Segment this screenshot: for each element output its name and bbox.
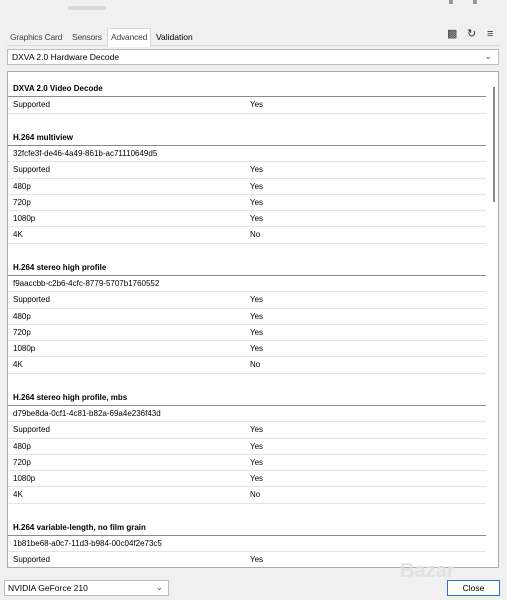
property-value: Yes xyxy=(250,100,264,110)
property-name: Supported xyxy=(13,425,50,435)
guid-value: 32fcfe3f-de46-4a49-861b-ac71110649d5 xyxy=(13,149,158,158)
guid-row xyxy=(8,146,486,162)
scrollbar[interactable] xyxy=(487,73,497,566)
scrollbar-thumb[interactable] xyxy=(493,87,495,202)
property-row xyxy=(8,487,486,503)
tab-validation[interactable]: Validation xyxy=(156,32,193,42)
guid-row xyxy=(8,406,486,422)
title-bar xyxy=(0,0,507,22)
tab-advanced[interactable]: Advanced xyxy=(107,28,151,47)
property-row xyxy=(8,422,486,438)
properties-panel xyxy=(7,71,499,568)
section-select[interactable] xyxy=(7,49,499,65)
chevron-down-icon: ⌄ xyxy=(484,51,492,61)
property-value: Yes xyxy=(250,474,264,483)
more-icon[interactable] xyxy=(473,0,477,4)
watermark-logo: Bazar xyxy=(400,560,455,582)
section-title: H.264 multiview xyxy=(13,132,74,142)
property-name: Supported xyxy=(13,555,50,565)
property-row xyxy=(8,325,486,341)
camera-icon[interactable]: ▩ xyxy=(447,28,458,40)
close-button[interactable]: Close xyxy=(447,580,500,596)
section-title: DXVA 2.0 Video Decode xyxy=(13,84,103,93)
property-row xyxy=(8,227,486,243)
section-header-row xyxy=(8,390,486,406)
property-name: 1080p xyxy=(13,344,36,353)
chevron-down-icon: ⌄ xyxy=(155,582,163,592)
menu-icon[interactable]: ≡ xyxy=(487,28,494,40)
section-header-row xyxy=(8,520,486,536)
guid-row xyxy=(8,536,486,552)
title-blur xyxy=(68,6,106,10)
property-name: 480p xyxy=(13,311,31,321)
property-name: Supported xyxy=(13,295,50,305)
property-value: Yes xyxy=(250,441,264,451)
property-name: 4K xyxy=(13,360,23,370)
section-title: H.264 stereo high profile, mbs xyxy=(13,392,128,402)
guid-value: f9aaccbb-c2b6-4cfc-8779-5707b1760552 xyxy=(13,279,160,288)
property-value: Yes xyxy=(250,344,264,353)
property-value: Yes xyxy=(250,425,264,435)
refresh-icon[interactable]: ↻ xyxy=(467,28,477,40)
property-row xyxy=(8,471,486,487)
property-value: Yes xyxy=(250,295,264,305)
property-row xyxy=(8,162,486,178)
spacer-row xyxy=(8,504,486,520)
property-value: Yes xyxy=(250,181,264,191)
spacer-row xyxy=(8,374,486,390)
guid-value: d79be8da-0cf1-4c81-b82a-69a4e236f43d xyxy=(13,409,161,418)
property-value: No xyxy=(250,230,261,240)
spacer-row xyxy=(8,244,486,260)
section-header-row xyxy=(8,130,486,146)
section-title: H.264 stereo high profile xyxy=(13,262,107,272)
minimize-icon[interactable] xyxy=(449,0,453,4)
property-row xyxy=(8,552,486,568)
property-value: Yes xyxy=(250,311,264,321)
property-name: 1080p xyxy=(13,474,36,483)
property-name: 4K xyxy=(13,230,23,240)
property-row xyxy=(8,357,486,373)
property-name: Supported xyxy=(13,165,50,175)
tab-strip xyxy=(7,28,500,46)
property-value: Yes xyxy=(250,327,264,337)
property-name: 480p xyxy=(13,441,31,451)
property-row xyxy=(8,309,486,325)
property-value: Yes xyxy=(250,197,264,207)
property-name: 720p xyxy=(13,327,31,337)
property-name: 1080p xyxy=(13,214,36,223)
property-row xyxy=(8,341,486,357)
property-row xyxy=(8,292,486,308)
section-header-row xyxy=(8,260,486,276)
property-value: Yes xyxy=(250,214,264,223)
gpu-select[interactable] xyxy=(4,580,169,596)
property-value: No xyxy=(250,360,261,370)
spacer-row xyxy=(8,114,486,130)
section-title: H.264 variable-length, no film grain xyxy=(13,522,146,532)
property-name: 480p xyxy=(13,181,31,191)
property-name: 720p xyxy=(13,197,31,207)
property-row xyxy=(8,179,486,195)
section-header-row xyxy=(8,81,486,97)
property-name: Supported xyxy=(13,100,50,110)
guid-row xyxy=(8,276,486,292)
property-row xyxy=(8,211,486,227)
property-value: Yes xyxy=(250,165,264,175)
property-value: No xyxy=(250,490,261,500)
property-row xyxy=(8,439,486,455)
property-value: Yes xyxy=(250,555,264,565)
section-select-value: DXVA 2.0 Hardware Decode xyxy=(12,52,120,62)
property-row xyxy=(8,195,486,211)
property-value: Yes xyxy=(250,457,264,467)
property-row xyxy=(8,97,486,113)
property-row xyxy=(8,455,486,471)
gpu-select-value: NVIDIA GeForce 210 xyxy=(8,583,88,593)
property-name: 4K xyxy=(13,490,23,500)
properties-list xyxy=(8,81,486,568)
tab-sensors[interactable]: Sensors xyxy=(72,32,102,42)
guid-value: 1b81be68-a0c7-11d3-b984-00c04f2e73c5 xyxy=(13,539,162,548)
property-name: 720p xyxy=(13,457,31,467)
tab-graphics-card[interactable]: Graphics Card xyxy=(10,32,63,42)
